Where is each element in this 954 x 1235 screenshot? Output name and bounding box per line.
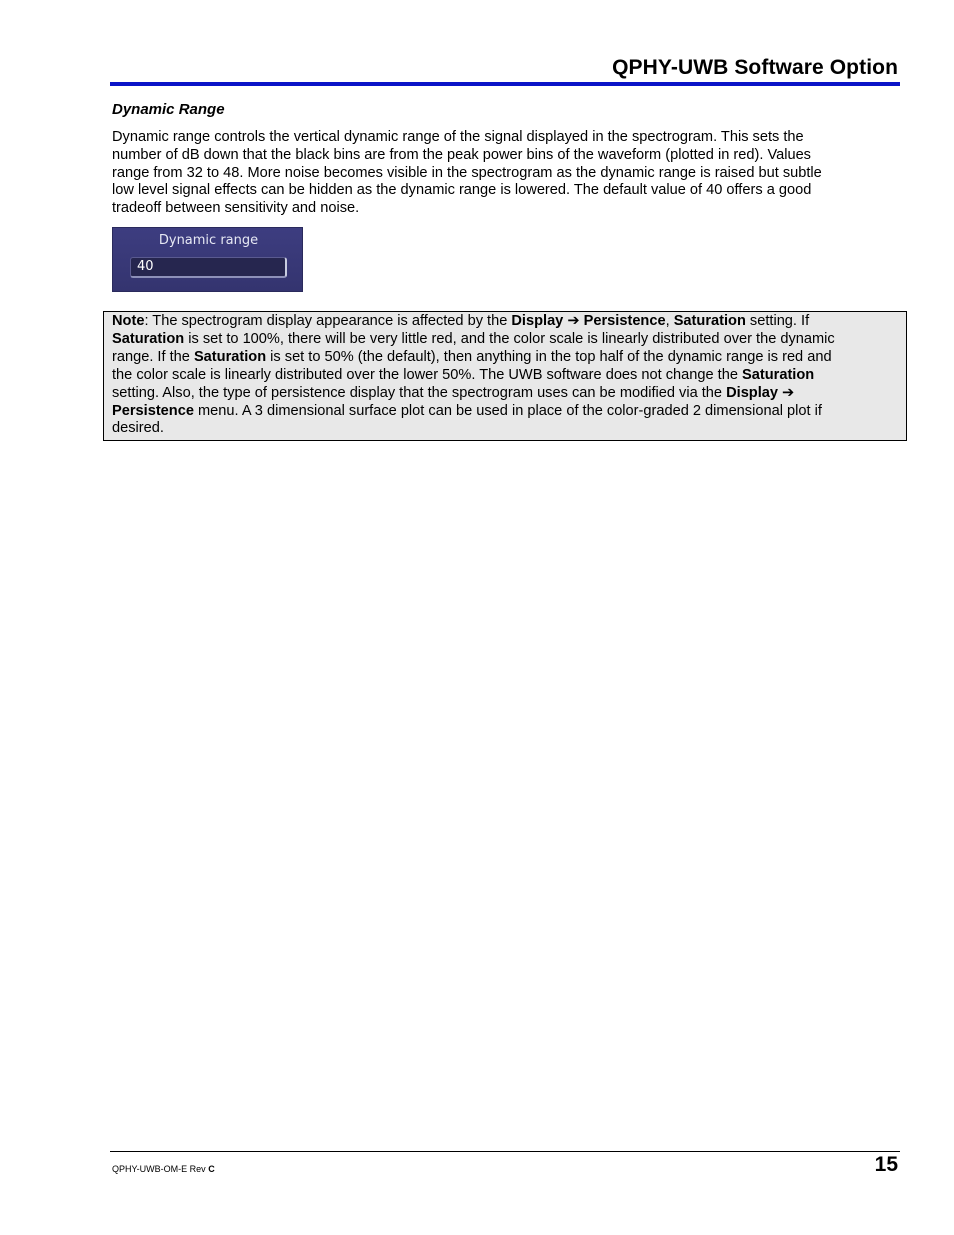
note-bold-text: Saturation (112, 330, 185, 347)
footer-doc-prefix: QPHY-UWB-OM-E Rev (112, 1164, 209, 1174)
header-rule (110, 82, 900, 86)
note-text-run: , (665, 313, 674, 329)
note-text-run: setting. Also, the type of persistence display that the spectrogram uses can be modified via the (112, 384, 727, 401)
note-line (112, 331, 835, 349)
note-bold-text: Display ➔ (726, 384, 795, 401)
footer-rule (110, 1151, 900, 1152)
note-text (112, 313, 835, 438)
note-bold-text: Persistence (112, 402, 194, 419)
note-box (103, 311, 907, 441)
note-text-run: is set to 100%, there will be very little red, and the color scale is linearly distributed over the dynamic (184, 330, 835, 347)
note-text-run: menu. A 3 dimensional surface plot can be used in place of the color-graded 2 dimensional plot if (193, 402, 822, 419)
note-line (112, 420, 835, 438)
note-line (112, 349, 835, 367)
note-line (112, 403, 835, 421)
note-bold-text: Note (112, 313, 145, 329)
dynamic-range-control-screenshot (112, 227, 303, 292)
footer-doc-id (112, 1164, 215, 1174)
page-number: 15 (874, 1153, 898, 1176)
note-text-run: : The spectrogram display appearance is affected by the (144, 313, 512, 329)
body-paragraph (112, 129, 884, 218)
note-bold-text: Display ➔ Persistence (511, 313, 666, 329)
paragraph-line: tradeoff between sensitivity and noise. (112, 200, 360, 217)
footer-doc-rev: C (208, 1164, 215, 1174)
paragraph-line: number of dB down that the black bins are from the peak power bins of the waveform (plotted in red). Values (112, 146, 811, 163)
section-heading: Dynamic Range (112, 101, 225, 118)
note-text-run: is set to 50% (the default), then anything in the top half of the dynamic range is red and (266, 348, 832, 365)
note-bold-text: Saturation (193, 348, 267, 365)
note-text-run: desired. (112, 420, 164, 437)
dynamic-range-input[interactable]: 40 (130, 257, 287, 278)
note-bold-text: Saturation (742, 366, 815, 383)
note-line (112, 367, 835, 385)
note-line (112, 385, 835, 403)
page-header-title: QPHY-UWB Software Option (612, 56, 898, 79)
note-bold-text: Saturation (673, 313, 746, 329)
paragraph-line: Dynamic range controls the vertical dynamic range of the signal displayed in the spectrogram. This sets the (112, 129, 804, 145)
dynamic-range-label: Dynamic range (158, 233, 259, 248)
paragraph-line: range from 32 to 48. More noise becomes visible in the spectrogram as the dynamic range is raised but subtle (112, 164, 822, 181)
note-text-run: the color scale is linearly distributed over the lower 50%. The UWB software does not change the (112, 366, 743, 383)
paragraph-line: low level signal effects can be hidden as the dynamic range is lowered. The default value of 40 offers a good (112, 182, 812, 199)
note-line (112, 313, 835, 331)
note-text-run: setting. If (745, 313, 810, 329)
note-text-run: range. If the (112, 348, 194, 365)
